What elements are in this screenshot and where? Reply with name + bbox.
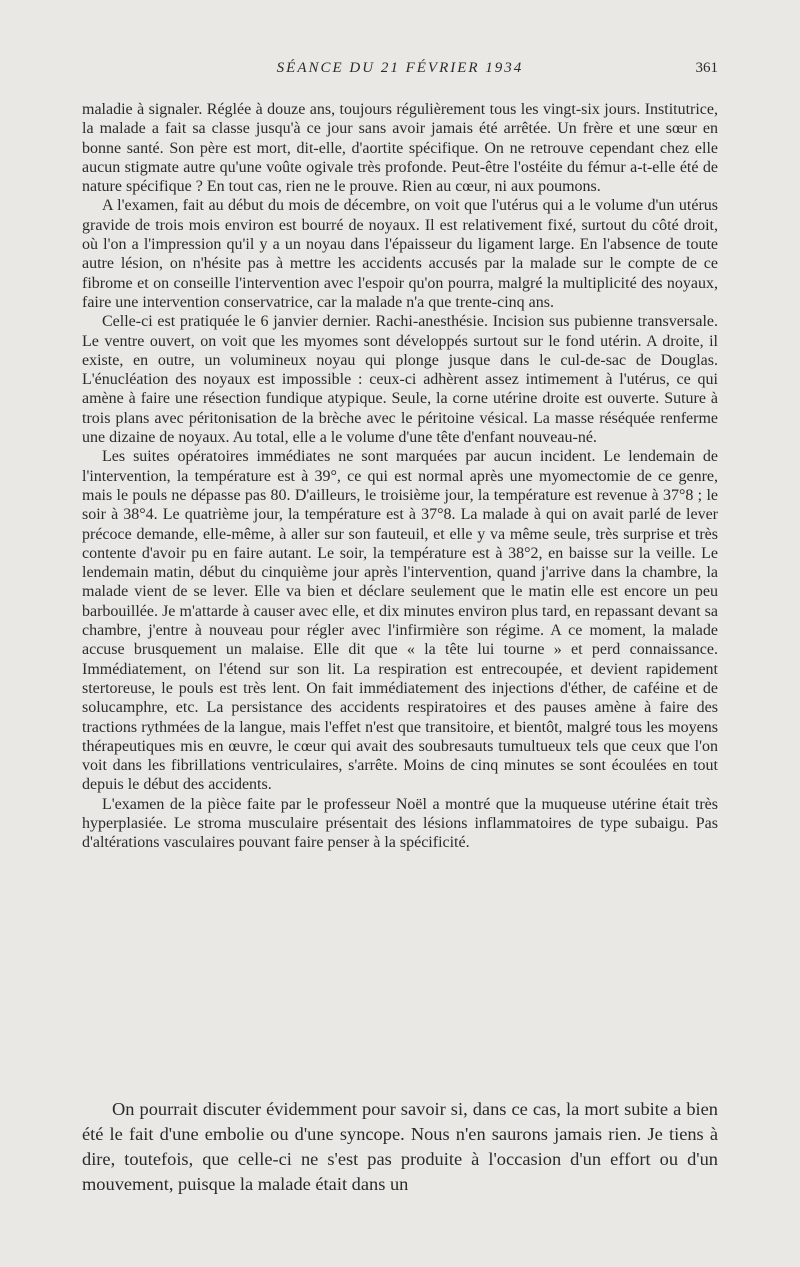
paragraph-operation: Celle-ci est pratiquée le 6 janvier dernier. Rachi-anesthésie. Incision sus pubienne transversale. Le ventre ouvert, on voit que les myomes sont développés surtout sur le fond utérin. A droite, il existe, en outre, un volumineux noyau qui plonge jusque dans le cul-de-sac de Douglas. L'énucléation des noyaux est impossible : ceux-ci adhèrent assez intimement à l'utérus, ce qui amène à faire une résection fundique atypique. Seule, la corne utérine droite est ouverte. Suture à trois plans avec péritonisation de la brèche avec le péritoine vésical. La masse réséquée renferme une dizaine de noyaux. Au total, elle a le volume d'une tête d'enfant nouveau-né. <box>82 313 718 447</box>
paragraph-postoperative: Les suites opératoires immédiates ne sont marquées par aucun incident. Le lendemain de l'intervention, la température est à 39°, ce qui est normal après une myomectomie de ce genre, mais le pouls ne dépasse pas 80. D'ailleurs, le troisième jour, la température est revenue à 37°8 ; le soir à 38°4. Le quatrième jour, la température est à 37°8. La malade à qui on avait parlé de lever précoce demande, elle-même, à aller sur son fauteuil, et elle y va même seule, très surprise et très contente d'avoir pu en faire autant. Le soir, la température est à 38°2, en baisse sur la veille. Le lendemain matin, début du cinquième jour après l'intervention, quand j'arrive dans la chambre, la malade vient de se lever. Elle va bien et déclare seulement que le matin elle est encore un peu barbouillée. Je m'attarde à causer avec elle, et dix minutes environ plus tard, en repassant devant sa chambre, j'entre à nouveau pour régler avec l'infirmière son régime. A ce moment, la malade accuse brusquement un malaise. Elle dit que « la tête lui tourne » et perd connaissance. Immédiatement, on l'étend sur son lit. La respiration est entrecoupée, et devient rapidement stertoreuse, le pouls est très lent. On fait immédiatement des injections d'éther, de caféine et de solucamphre, etc. La persistance des accidents respiratoires et des pauses amène à faire des tractions rythmées de la langue, mais l'effet n'est que transitoire, et bientôt, malgré tous les moyens thérapeutiques mis en œuvre, le cœur qui avait des soubresauts tumultueux tels que ceux que l'on voit dans les fibrillations ventriculaires, s'arrête. Moins de cinq minutes se sont écoulées en tout depuis le début des accidents. <box>82 448 718 794</box>
paragraph-history: maladie à signaler. Réglée à douze ans, toujours régulièrement tous les vingt-six jours. Institutrice, la malade a fait sa classe jusqu'à ce jour sans avoir jamais été arrêtée. Un frère et une sœur en bonne santé. Son père est mort, dit-elle, d'aortite spécifique. On ne retrouve cependant chez elle aucun stigmate autre qu'une voûte ogivale très profonde. Peut-être l'ostéite du fémur a-t-elle été de nature spécifique ? En tout cas, rien ne le prouve. Rien au cœur, ni aux poumons. <box>82 101 718 196</box>
running-header <box>82 60 718 86</box>
header-title: SÉANCE DU 21 FÉVRIER 1934 <box>276 60 524 76</box>
paragraph-discussion: On pourrait discuter évidemment pour savoir si, dans ce cas, la mort subite a bien été le fait d'une embolie ou d'une syncope. Nous n'en saurons jamais rien. Je tiens à dire, toutefois, que celle-ci ne s'est pas produite à l'occasion d'un effort ou d'un mouvement, puisque la malade était dans un <box>82 1099 718 1194</box>
paragraph-examination: A l'examen, fait au début du mois de décembre, on voit que l'utérus qui a le volume d'un utérus gravide de trois mois environ est bourré de noyaux. Il est relativement fixé, surtout du côté droit, où l'on a l'impression qu'il y a un noyau dans l'épaisseur du ligament large. En l'absence de toute autre lésion, on n'hésite pas à mettre les accidents accusés par la malade sur le compte de ce fibrome et on conseille l'intervention avec l'espoir qu'on pourra, malgré la multiplicité des noyaux, faire une intervention conservatrice, car la malade n'a que trente-cinq ans. <box>82 197 718 311</box>
case-report-text <box>82 100 718 853</box>
page-number: 361 <box>695 60 718 76</box>
paragraph-pathology: L'examen de la pièce faite par le professeur Noël a montré que la muqueuse utérine était très hyperplasiée. Le stroma musculaire présentait des lésions inflammatoires de type subaigu. Pas d'altérations vasculaires pouvant faire penser à la spécificité. <box>82 795 718 852</box>
discussion-text <box>82 1097 718 1197</box>
